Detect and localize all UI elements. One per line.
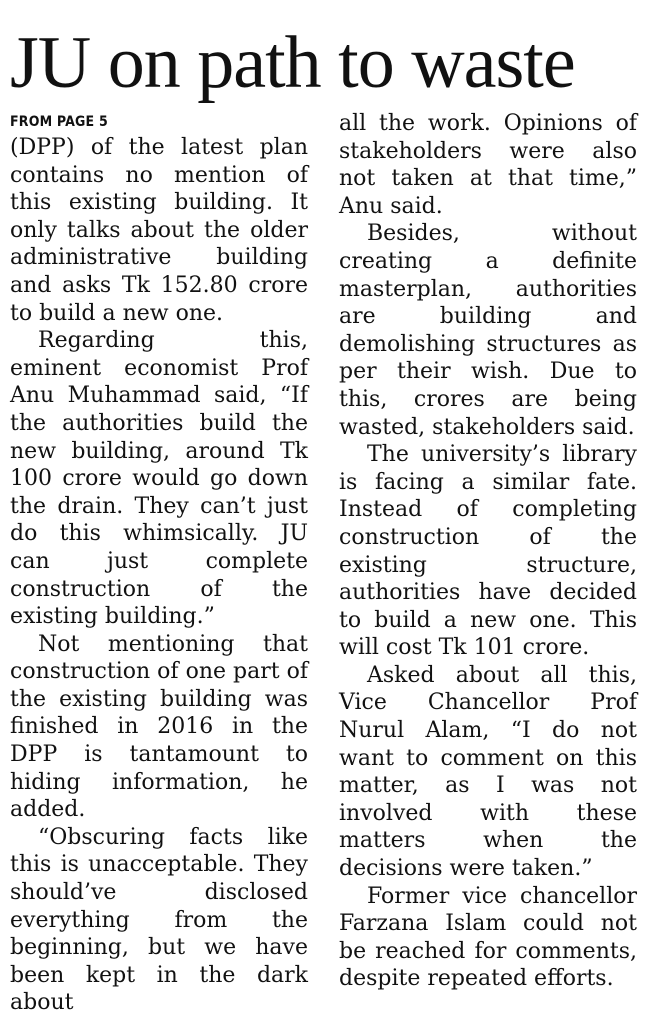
paragraph: (DPP) of the latest plan contains no mention of this existing building. It only talks about the older administrative building and asks Tk 152.80 crore to build a new one. bbox=[10, 135, 308, 326]
article-column-left bbox=[10, 110, 308, 1017]
paragraph-split-end: all the work. Opinions of stakeholders were also not taken at that time,” Anu said. bbox=[339, 111, 637, 219]
headline: JU on path to waste bbox=[10, 22, 575, 104]
paragraph: Regarding this, eminent economist Prof Anu Muhammad said, “If the authorities build the new building, around Tk 100 crore would go down the drain. They can’t just do this whimsically. JU can just complete construction of the existing building.” bbox=[10, 328, 308, 630]
article-column-right bbox=[339, 110, 637, 993]
paragraph: Asked about all this, Vice Chancellor Prof Nurul Alam, “I do not want to comment on this matter, as I was not involved with these matters when the decisions were taken.” bbox=[339, 662, 637, 882]
paragraph: Former vice chancellor Farzana Islam could not be reached for comments, despite repeated efforts. bbox=[339, 883, 637, 992]
paragraph: Not mentioning that construction of one part of the existing building was finished in 2016 in the DPP is tantamount to hiding information, he added. bbox=[10, 631, 308, 823]
paragraph: Besides, without creating a definite masterplan, authorities are building and demolishing structures as per their wish. Due to this, crores are being wasted, stakeholders said. bbox=[339, 221, 637, 440]
jump-label: FROM PAGE 5 bbox=[10, 114, 108, 130]
paragraph-split-start: “Obscuring facts like this is unacceptable. They should’ve disclosed everything from the beginning, but we have been kept in the dark about bbox=[10, 824, 308, 1016]
paragraph: The university’s library is facing a similar fate. Instead of completing construction of the existing structure, authorities have decided to build a new one. This will cost Tk 101 crore. bbox=[339, 442, 637, 661]
